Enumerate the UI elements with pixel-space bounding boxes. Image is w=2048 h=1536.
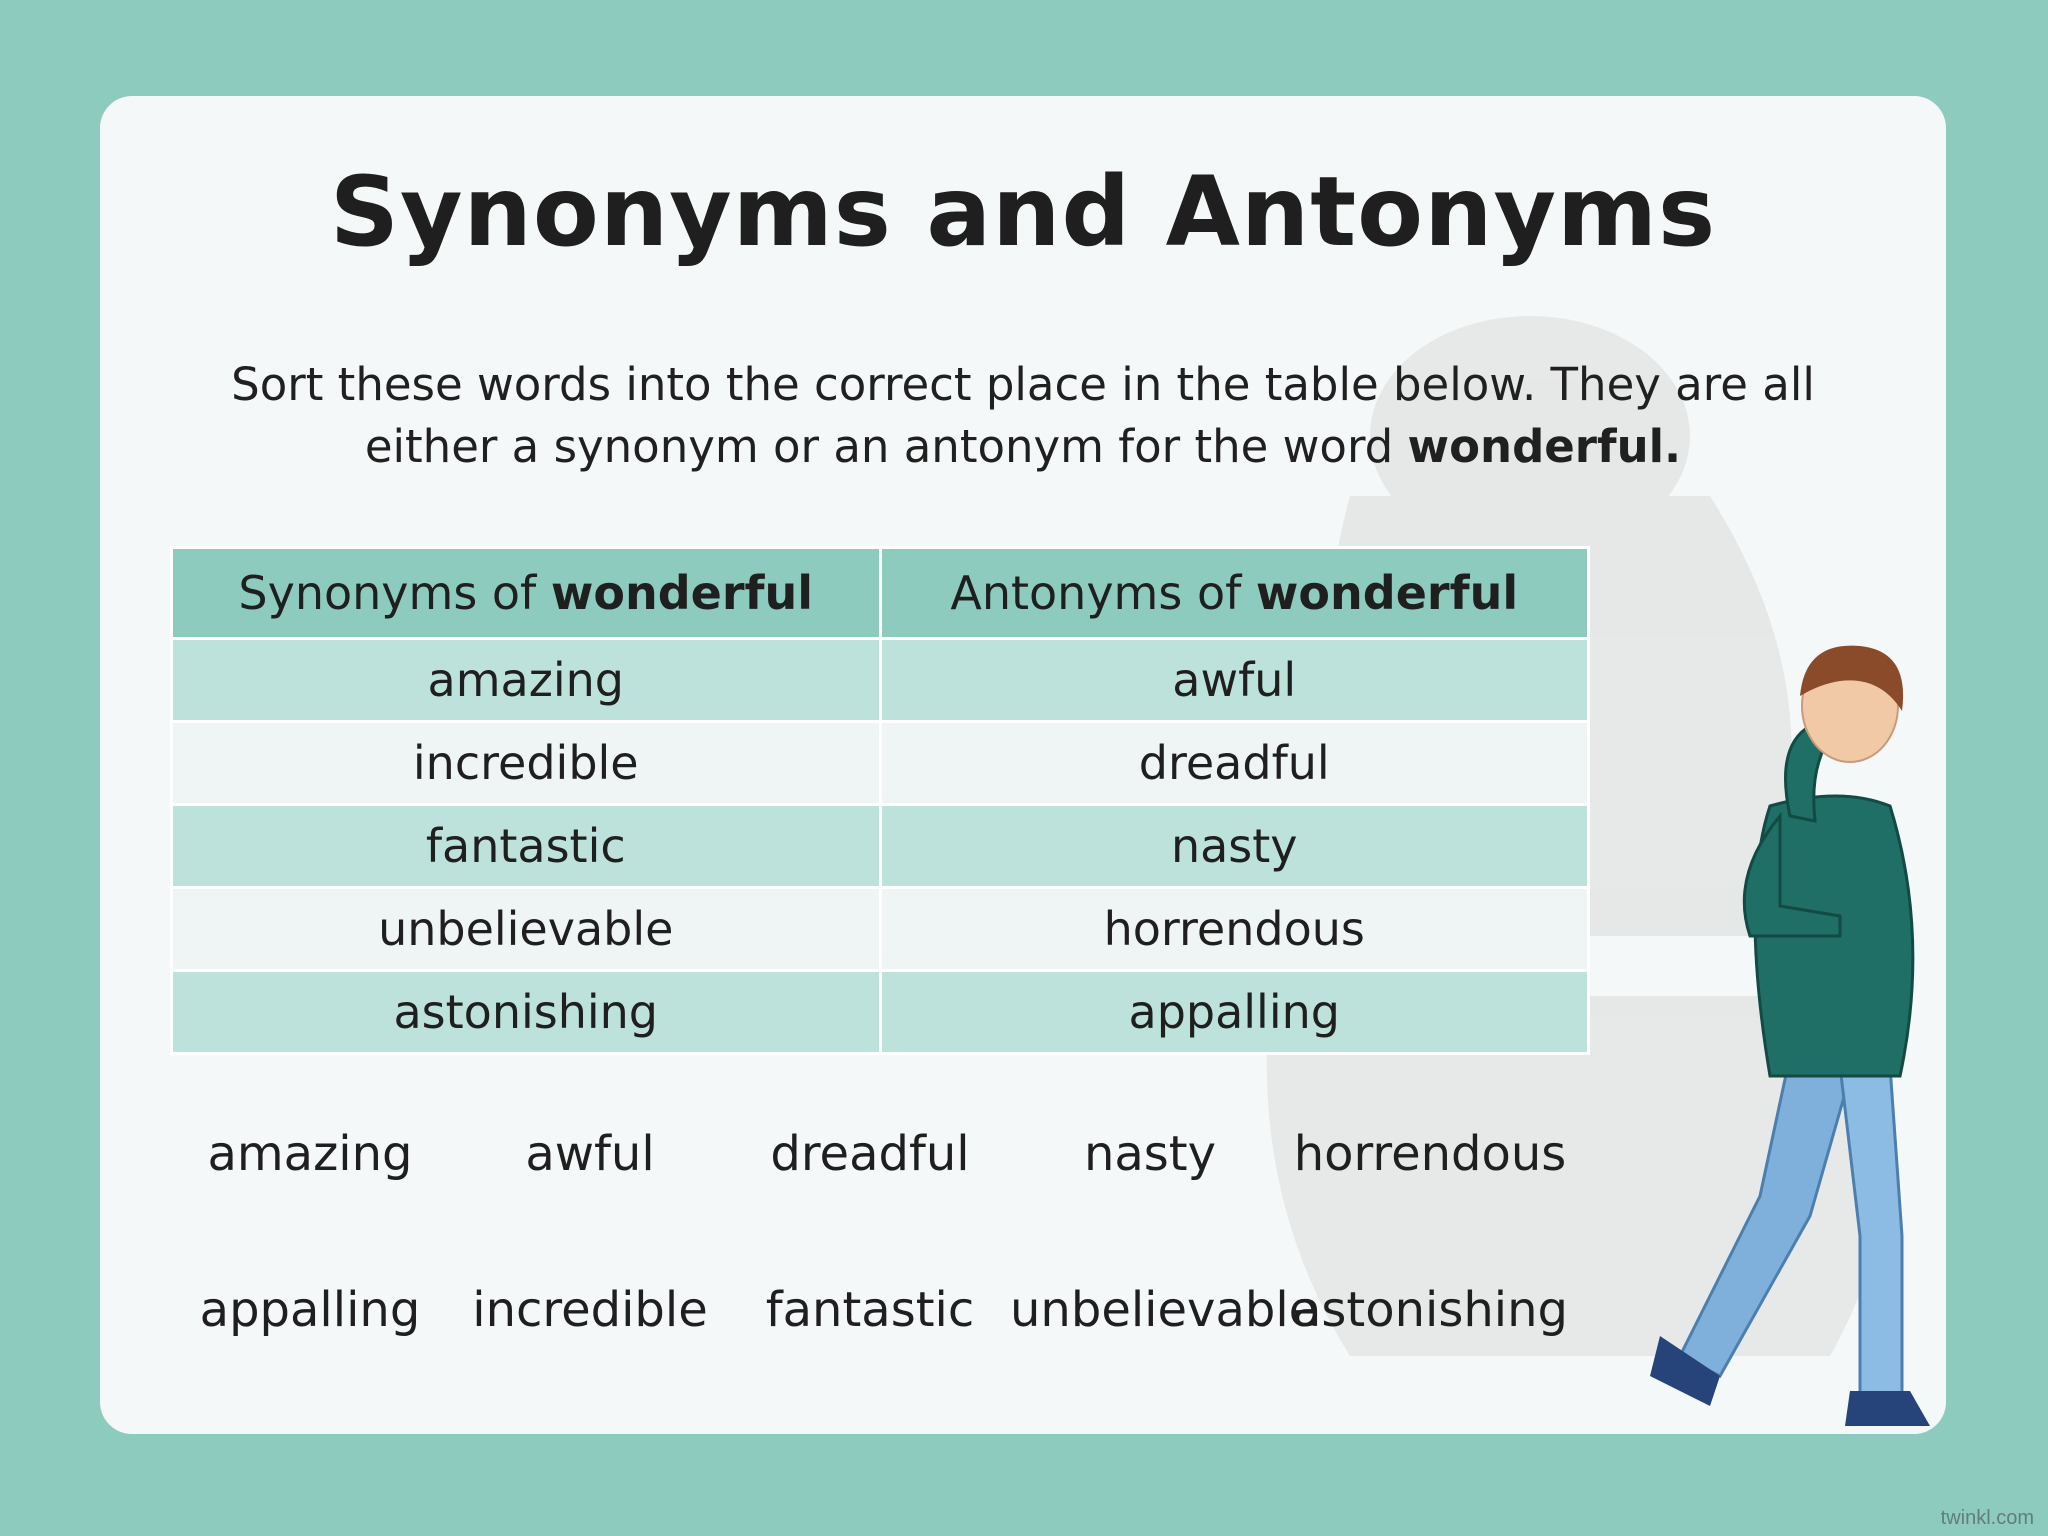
synonym-cell[interactable]: astonishing [172, 971, 881, 1054]
content-card [100, 96, 1946, 1434]
instructions-bold-word: wonderful. [1407, 420, 1682, 473]
word-card[interactable]: astonishing [1291, 1282, 1569, 1338]
word-bank-row-1 [170, 1114, 1690, 1194]
table-row [172, 805, 1589, 888]
header-synonyms-bold: wonderful [550, 566, 814, 620]
table-row [172, 639, 1589, 722]
word-card[interactable]: incredible [472, 1282, 708, 1338]
instructions-text [220, 354, 1826, 478]
table-row [172, 888, 1589, 971]
antonym-cell[interactable]: awful [880, 639, 1589, 722]
word-bank-row-2 [170, 1270, 1690, 1350]
thinking-boy-illustration [1640, 636, 1946, 1434]
twinkl-watermark: twinkl.com [1940, 1507, 2034, 1529]
table-header-row [172, 548, 1589, 639]
word-card[interactable]: nasty [1083, 1126, 1217, 1182]
table-row [172, 722, 1589, 805]
word-card[interactable]: appalling [199, 1282, 421, 1338]
header-antonyms [880, 548, 1589, 639]
word-card[interactable]: horrendous [1293, 1126, 1567, 1182]
synonym-cell[interactable]: unbelievable [172, 888, 881, 971]
word-card[interactable]: dreadful [770, 1126, 970, 1182]
word-card[interactable]: unbelievable [1010, 1282, 1319, 1338]
table-row [172, 971, 1589, 1054]
instructions-body: Sort these words into the correct place in the table below. They are all either a synonym or an antonym for the word [231, 358, 1815, 473]
header-antonyms-prefix: Antonyms of [950, 566, 1256, 620]
synonym-cell[interactable]: amazing [172, 639, 881, 722]
synonym-cell[interactable]: fantastic [172, 805, 881, 888]
page-title: Synonyms and Antonyms [329, 156, 1717, 268]
antonym-cell[interactable]: appalling [880, 971, 1589, 1054]
header-synonyms [172, 548, 881, 639]
antonym-cell[interactable]: horrendous [880, 888, 1589, 971]
synonym-cell[interactable]: incredible [172, 722, 881, 805]
antonym-cell[interactable]: dreadful [880, 722, 1589, 805]
word-card[interactable]: awful [525, 1126, 655, 1182]
word-card[interactable]: fantastic [765, 1282, 975, 1338]
header-antonyms-bold: wonderful [1255, 566, 1519, 620]
antonym-cell[interactable]: nasty [880, 805, 1589, 888]
word-card[interactable]: amazing [207, 1126, 413, 1182]
sort-table [170, 546, 1590, 1055]
header-synonyms-prefix: Synonyms of [238, 566, 551, 620]
